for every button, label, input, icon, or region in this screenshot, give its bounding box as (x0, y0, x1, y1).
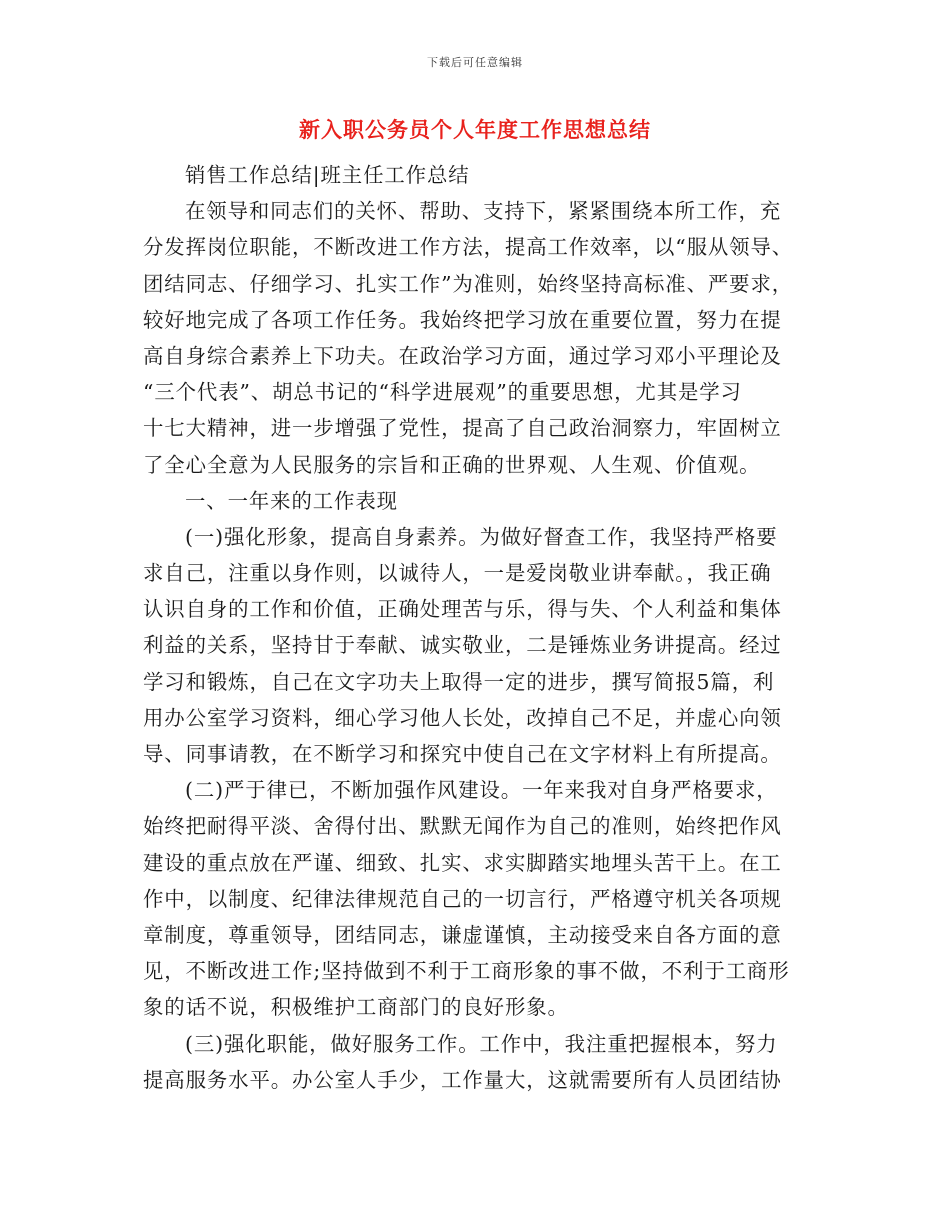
body-line: 始终把耐得平淡、舍得付出、默默无闻作为自己的准则，始终把作风 (143, 814, 782, 839)
body-line: 团结同志、仔细学习、扎实工作”为准则，始终坚持高标准、严要求， (143, 271, 794, 296)
document-body (143, 157, 807, 1098)
body-line: 销售工作总结|班主任工作总结 (185, 163, 470, 187)
body-line: 作中，以制度、纪律法律规范自己的一切言行，严格遵守机关各项规 (143, 886, 782, 911)
body-line: 一、一年来的工作表现 (185, 488, 398, 513)
body-line: 见，不断改进工作;坚持做到不利于工商形象的事不做，不利于工商形 (143, 959, 790, 984)
body-line: 导、同事请教，在不断学习和探究中使自己在文字材料上有所提高。 (143, 742, 782, 766)
body-line: 认识自身的工作和价值，正确处理苦与乐，得与失、个人利益和集体 (143, 597, 782, 622)
body-line: 学习和锻炼，自己在文字功夫上取得一定的进步，撰写简报5篇，利 (143, 669, 775, 694)
header-note: 下载后可任意编辑 (427, 56, 523, 69)
body-line: 象的话不说，积极维护工商部门的良好形象。 (143, 995, 569, 1020)
body-line: 利益的关系，坚持甘于奉献、诚实敬业，二是锤炼业务讲提高。经过 (143, 633, 782, 658)
body-line: “三个代表”、胡总书记的“科学进展观”的重要思想，尤其是学习 (143, 380, 742, 405)
body-line: 章制度，尊重领导，团结同志，谦虚谨慎，主动接受来自各方面的意 (143, 922, 782, 947)
body-line: 高自身综合素养上下功夫。在政治学习方面，通过学习邓小平理论及 (143, 343, 782, 368)
body-line: 较好地完成了各项工作任务。我始终把学习放在重要位置，努力在提 (143, 307, 782, 332)
body-line: 在领导和同志们的关怀、帮助、支持下，紧紧围绕本所工作，充 (185, 199, 782, 224)
body-line: 了全心全意为人民服务的宗旨和正确的世界观、人生观、价值观。 (143, 452, 761, 477)
body-line: 建设的重点放在严谨、细致、扎实、求实脚踏实地埋头苦干上。在工 (143, 850, 782, 875)
body-line: 提高服务水平。办公室人手少，工作量大，这就需要所有人员团结协 (143, 1067, 782, 1092)
body-line: 分发挥岗位职能，不断改进工作方法，提高工作效率，以“服从领导、 (143, 235, 794, 260)
body-line: 十七大精神，进一步增强了党性，提高了自己政治洞察力，牢固树立 (143, 416, 782, 441)
body-line: (二)严于律已，不断加强作风建设。一年来我对自身严格要求， (185, 778, 778, 803)
body-line: (一)强化形象，提高自身素养。为做好督查工作，我坚持严格要 (185, 524, 778, 549)
body-line: 用办公室学习资料，细心学习他人长处，改掉自己不足，并虚心向领 (143, 705, 782, 730)
body-line: (三)强化职能，做好服务工作。工作中，我注重把握根本，努力 (185, 1031, 778, 1056)
document-title: 新入职公务员个人年度工作思想总结 (299, 117, 651, 142)
body-line: 求自己，注重以身作则，以诚待人，一是爱岗敬业讲奉献。，我正确 (143, 561, 772, 586)
